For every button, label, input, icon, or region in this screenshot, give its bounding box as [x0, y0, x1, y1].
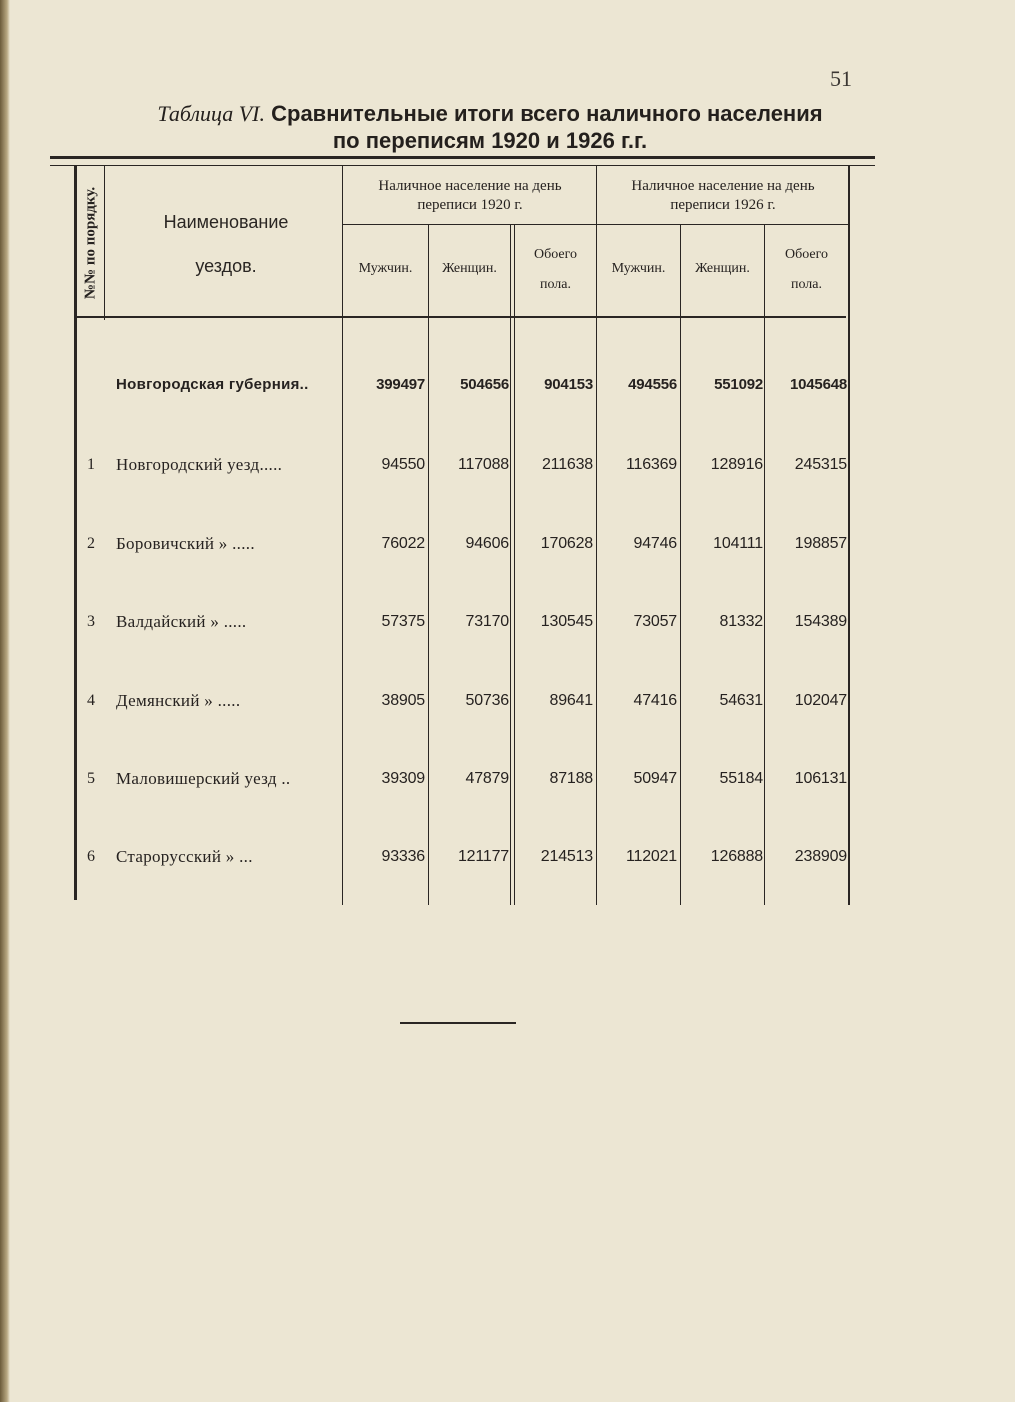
header-both-1926-line-2: пола. [790, 277, 822, 292]
header-women-1926: Женщин. [695, 261, 750, 276]
column-divider [104, 165, 105, 320]
header-both-1920-line-1: Обоего [533, 247, 577, 262]
both-1926: 1045648 [790, 376, 847, 393]
men-1920: 57375 [381, 613, 425, 630]
row-number: 3 [87, 613, 95, 630]
table-row [0, 844, 1015, 870]
both-1926: 198857 [794, 535, 847, 552]
women-1920: 121177 [457, 848, 509, 865]
table-row [0, 452, 1015, 478]
column-divider [514, 225, 515, 905]
header-district-name [110, 200, 342, 288]
header-group-1926-line-2: переписи 1926 г. [670, 197, 776, 213]
men-1920: 76022 [381, 535, 425, 552]
header-women-1920: Женщин. [442, 261, 497, 276]
table-row-province-total [0, 372, 1015, 398]
men-1926: 94746 [633, 535, 677, 552]
page-number: 51 [830, 66, 852, 91]
header-both-1926-line-1: Обоего [784, 247, 828, 262]
column-divider [764, 225, 765, 905]
table-row [0, 531, 1015, 557]
district-name: Валдайский » ..... [116, 612, 247, 631]
column-divider [680, 225, 681, 905]
women-1920: 73170 [465, 613, 509, 630]
header-district-name-line-1: Наименование [163, 212, 289, 232]
men-1926: 116369 [625, 456, 677, 473]
table-title-line-1 [100, 100, 880, 127]
men-1920: 94550 [381, 456, 425, 473]
header-both-1920 [515, 240, 596, 300]
column-divider [510, 225, 511, 905]
women-1926: 551092 [714, 376, 763, 393]
header-group-1920 [344, 177, 596, 215]
row-number: 4 [87, 692, 95, 709]
header-group-1920-line-2: переписи 1920 г. [417, 197, 523, 213]
both-1920: 87188 [549, 770, 593, 787]
both-1920: 170628 [540, 535, 593, 552]
district-name: Новгородская губерния.. [116, 376, 309, 393]
district-name: Демянский » ..... [116, 691, 241, 710]
women-1926: 81332 [719, 613, 763, 630]
district-name: Новгородский уезд..... [116, 455, 283, 474]
header-men-1926: Мужчин. [611, 261, 666, 276]
women-1920: 47879 [465, 770, 509, 787]
men-1920: 93336 [381, 848, 425, 865]
both-1920: 904153 [544, 376, 593, 393]
table-label: Таблица VI. [157, 101, 265, 126]
header-both-1926 [765, 240, 848, 300]
men-1920: 399497 [376, 376, 425, 393]
end-of-table-rule [400, 1022, 516, 1024]
men-1926: 47416 [633, 692, 677, 709]
men-1920: 38905 [381, 692, 425, 709]
row-number: 6 [87, 848, 95, 865]
table-row [0, 766, 1015, 792]
both-1926: 238909 [794, 848, 847, 865]
men-1926: 50947 [633, 770, 677, 787]
both-1920: 89641 [549, 692, 593, 709]
district-name: Маловишерский уезд .. [116, 769, 291, 788]
women-1926: 126888 [710, 848, 763, 865]
table-top-double-rule [50, 156, 875, 166]
header-both-1920-line-2: пола. [539, 277, 571, 292]
both-1926: 106131 [794, 770, 847, 787]
women-1926: 104111 [713, 535, 763, 552]
row-number: 2 [87, 535, 95, 552]
district-name: Старорусский » ... [116, 847, 253, 866]
district-name: Боровичский » ..... [116, 534, 255, 553]
women-1920: 504656 [460, 376, 509, 393]
women-1926: 55184 [719, 770, 763, 787]
row-number: 5 [87, 770, 95, 787]
header-row-number [78, 170, 104, 315]
women-1920: 94606 [465, 535, 509, 552]
both-1920: 211638 [541, 456, 593, 473]
row-number: 1 [87, 456, 95, 473]
women-1920: 50736 [465, 692, 509, 709]
table-row [0, 609, 1015, 635]
header-group-rule [342, 224, 848, 225]
men-1926: 494556 [628, 376, 677, 393]
header-men-1920: Мужчин. [358, 261, 413, 276]
women-1926: 128916 [710, 456, 763, 473]
women-1926: 54631 [719, 692, 763, 709]
table-title [100, 100, 880, 154]
table-row [0, 688, 1015, 714]
both-1926: 102047 [794, 692, 847, 709]
both-1920: 214513 [540, 848, 593, 865]
men-1926: 112021 [625, 848, 677, 865]
header-row-number-label: №№ по порядку. [82, 186, 99, 299]
header-group-1926 [598, 177, 848, 215]
column-divider [428, 225, 429, 905]
header-group-1920-line-1: Наличное население на день [378, 178, 562, 194]
both-1926: 245315 [794, 456, 847, 473]
header-bottom-rule [74, 316, 846, 318]
table-title-line-2: по переписям 1920 и 1926 г.г. [332, 128, 648, 153]
men-1926: 73057 [633, 613, 677, 630]
header-group-1926-line-1: Наличное население на день [631, 178, 815, 194]
both-1920: 130545 [540, 613, 593, 630]
table-title-text: Сравнительные итоги всего наличного населения [271, 101, 823, 126]
header-district-name-line-2: уездов. [195, 256, 257, 276]
men-1920: 39309 [381, 770, 425, 787]
both-1926: 154389 [794, 613, 847, 630]
women-1920: 117088 [457, 456, 509, 473]
